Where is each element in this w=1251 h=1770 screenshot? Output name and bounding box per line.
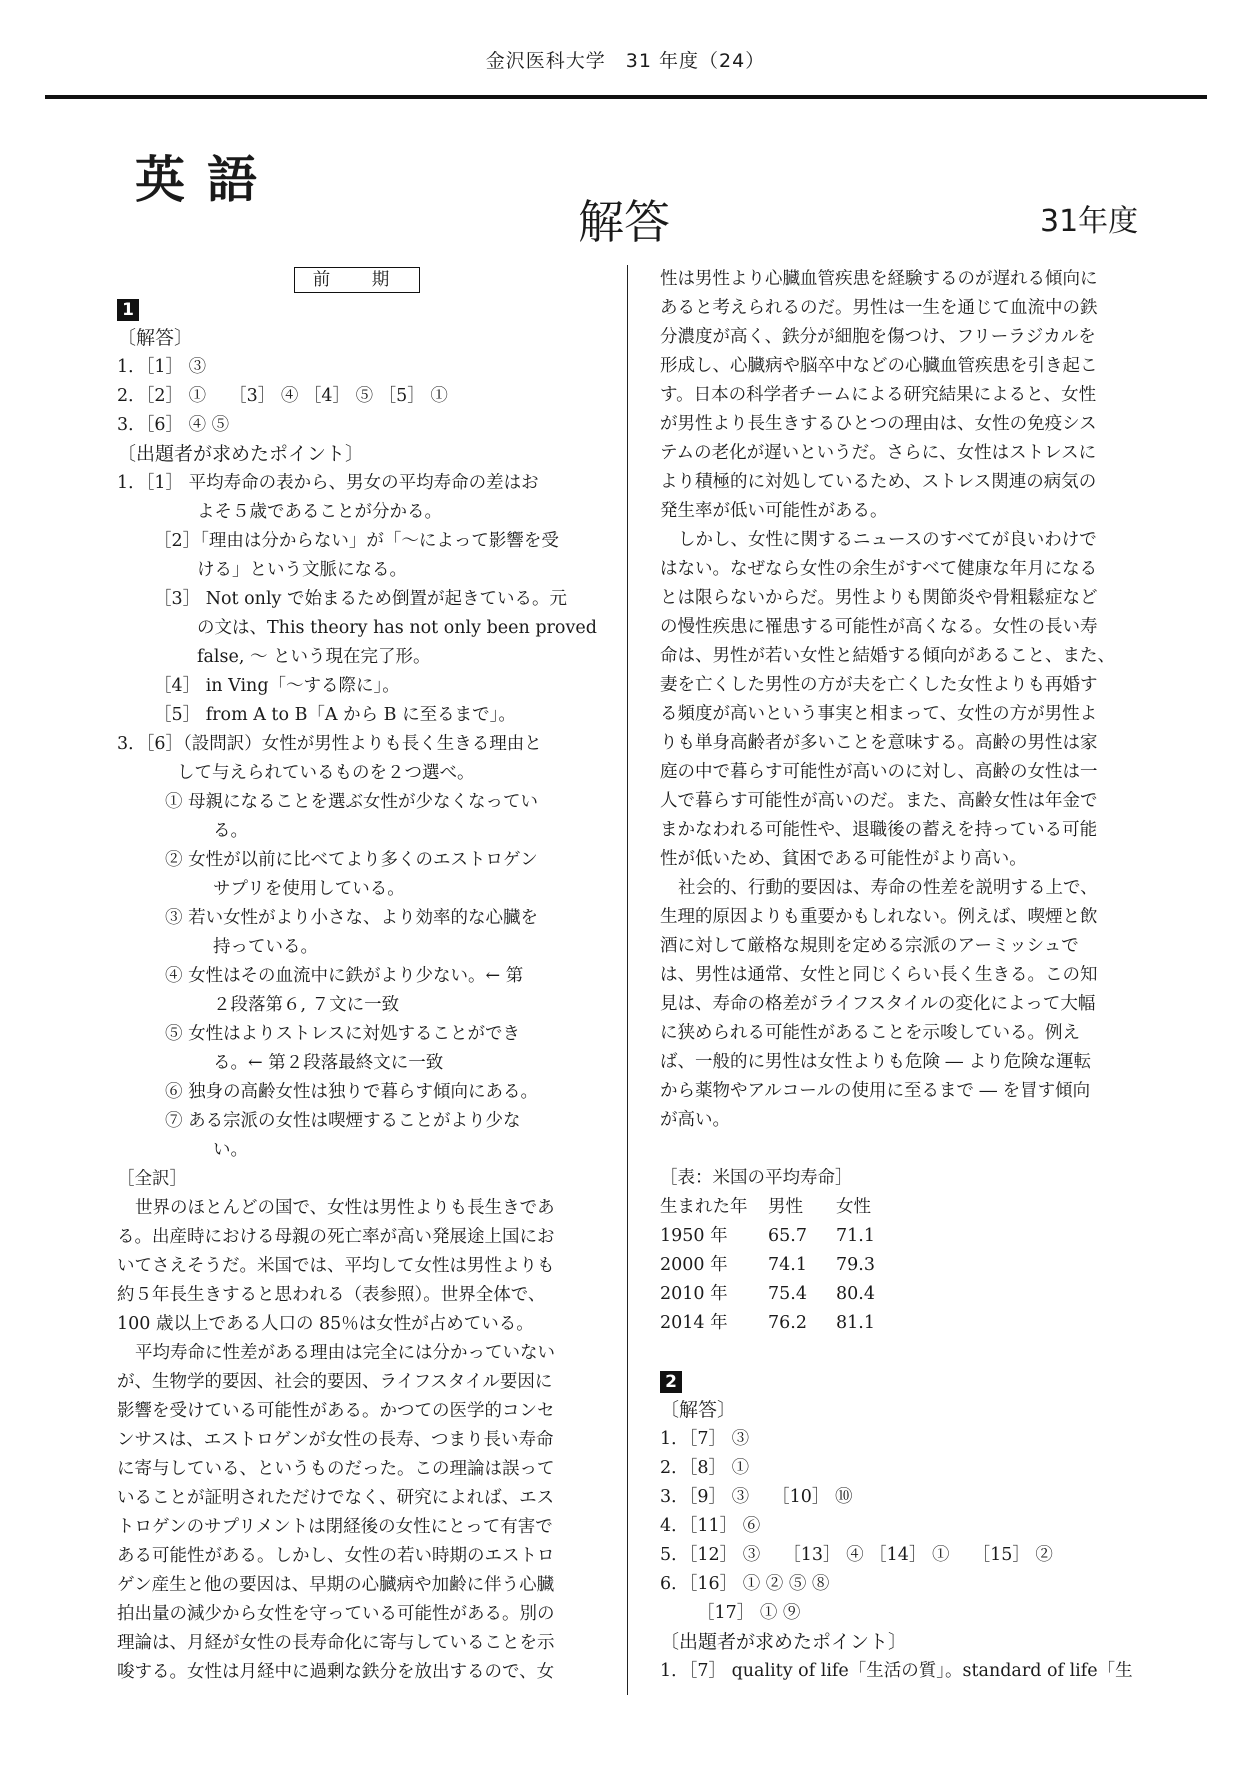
text-line: 100 歳以上である人口の 85％は女性が占めている。: [117, 1314, 534, 1334]
text-line: 拍出量の減少から女性を守っている可能性がある。別の: [117, 1604, 555, 1624]
table-cell: 2000 年: [660, 1255, 728, 1275]
text-line: ［2］「理由は分からない」が「～によって影響を受: [154, 531, 559, 551]
table-cell: 71.1: [836, 1226, 875, 1246]
text-line: 1．［7］ ③: [660, 1429, 750, 1449]
text-line: 6．［16］ ① ② ⑤ ⑧: [660, 1574, 830, 1594]
right-column: [660, 265, 1142, 1686]
text-line: ［4］ in Ving「～する際に」。: [154, 676, 400, 696]
text-line: ゲン産生と他の要因は、早期の心臓病や加齢に伴う心臓: [117, 1575, 555, 1595]
text-line: 性は男性より心臓血管疾患を経験するのが遅れる傾向に: [660, 269, 1098, 289]
table-header-row: [660, 1193, 1142, 1222]
text-line: ［5］ from A to B「A から B に至るまで」。: [154, 705, 516, 725]
table-cell: 2014 年: [660, 1313, 728, 1333]
text-line: す。日本の科学者チームによる研究結果によると、女性: [660, 385, 1097, 405]
table-cell: 80.4: [836, 1284, 875, 1304]
text-line: に寄与している、というものだった。この理論は誤って: [117, 1459, 555, 1479]
left-column: [117, 266, 597, 1687]
text-line: から薬物やアルコールの使用に至るまで ― を冒す傾向: [660, 1081, 1091, 1101]
text-line: 5．［12］ ③ ［13］ ④ ［14］ ① ［15］ ②: [660, 1545, 1053, 1565]
text-line: 3．［9］ ③ ［10］ ⑩: [660, 1487, 853, 1507]
text-line: ける」という文脈になる。: [197, 560, 407, 580]
year-label: 31年度: [1040, 204, 1139, 239]
table-cell: 75.4: [768, 1284, 807, 1304]
table-cell: 2010 年: [660, 1284, 728, 1304]
text-line: より積極的に対処しているため、ストレス関連の病気の: [660, 472, 1097, 492]
text-line: 1．［7］ quality of life「生活の質」。standard of life「生: [660, 1661, 1133, 1681]
text-line: が男性より長生きするひとつの理由は、女性の免疫シス: [660, 414, 1097, 434]
text-line: ⑥ 独身の高齢女性は独りで暮らす傾向にある。: [165, 1082, 539, 1102]
text-line: は、男性は通常、女性と同じくらい長く生きる。この知: [660, 965, 1098, 985]
text-line: 約５年長生きすると思われる（表参照）。世界全体で、: [117, 1285, 546, 1305]
text-line: る。: [213, 821, 248, 841]
text-line: る。← 第２段落最終文に一致: [213, 1053, 444, 1073]
text-line: ② 女性が以前に比べてより多くのエストロゲン: [165, 850, 538, 870]
section-heading: 〔出題者が求めたポイント〕: [117, 443, 365, 465]
table-cell: 女性: [836, 1197, 871, 1217]
text-line: ① 母親になることを選ぶ女性が少なくなってい: [165, 792, 539, 812]
text-line: 世界のほとんどの国で、女性は男性よりも長生きであ: [135, 1198, 555, 1218]
text-line: ［3］ Not only で始まるため倒置が起きている。元: [154, 589, 567, 609]
text-line: が、生物学的要因、社会的要因、ライフスタイル要因に: [117, 1372, 553, 1392]
table-cell: 76.2: [768, 1313, 807, 1333]
text-line: 持っている。: [213, 937, 318, 957]
section-heading: 〔解答〕: [117, 327, 194, 349]
text-line: false, ～ という現在完了形。: [197, 647, 431, 667]
session-label: 前 期: [294, 267, 421, 293]
text-line: ③ 若い女性がより小さな、より効率的な心臓を: [165, 908, 539, 928]
section-number-badge: 1: [117, 299, 139, 321]
text-line: 庭の中で暮らす可能性が高いのに対し、高齢の女性は一: [660, 762, 1098, 782]
table-cell: 79.3: [836, 1255, 875, 1275]
section-row: [117, 295, 597, 324]
text-line: の慢性疾患に罹患する可能性が高くなる。女性の長い寿: [660, 617, 1098, 637]
text-line: 分濃度が高く、鉄分が細胞を傷つけ、フリーラジカルを: [660, 327, 1096, 347]
answers-title: 解答: [578, 195, 670, 249]
text-line: る。出産時における母親の死亡率が高い発展途上国にお: [117, 1227, 555, 1247]
text-line: 4．［11］ ⑥: [660, 1516, 761, 1536]
text-line: 人で暮らす可能性が高いのだ。また、高齢女性は年金で: [660, 791, 1098, 811]
text-line: ある可能性がある。しかし、女性の若い時期のエストロ: [117, 1546, 555, 1566]
text-line: い。: [213, 1140, 248, 1160]
text-line: [660, 1338, 1142, 1367]
text-line: 理論は、月経が女性の長寿命化に寄与していることを示: [117, 1633, 555, 1653]
column-divider: [627, 265, 628, 1695]
running-header: 金沢医科大学 31 年度（24）: [485, 50, 766, 72]
text-line: 1．［1］ ③: [117, 357, 207, 377]
text-line: 妻を亡くした男性の方が夫を亡くした女性よりも再婚す: [660, 675, 1098, 695]
text-line: 3．［6］（設問訳）女性が男性よりも長く生きる理由と: [117, 734, 542, 754]
text-line: ［17］ ① ⑨: [697, 1603, 801, 1623]
table-cell: 男性: [768, 1197, 803, 1217]
text-line: 性が低いため、貧困である可能性がより高い。: [660, 849, 1027, 869]
text-line: ２段落第６, ７文に一致: [213, 995, 400, 1015]
table-row: [660, 1309, 1142, 1338]
text-line: して与えられているものを２つ選べ。: [177, 763, 475, 783]
text-line: る頻度が高いという事実と相まって、女性の方が男性よ: [660, 704, 1098, 724]
text-line: 形成し、心臓病や脳卒中などの心臓血管疾患を引き起こ: [660, 356, 1098, 376]
text-line: 見は、寿命の格差がライフスタイルの変化によって大幅: [660, 994, 1096, 1014]
text-line: いることが証明されただけでなく、研究によれば、エス: [117, 1488, 555, 1508]
text-line: テムの老化が遅いというだ。さらに、女性はストレスに: [660, 443, 1097, 463]
text-line: 3．［6］ ④ ⑤: [117, 415, 230, 435]
text-line: ⑤ 女性はよりストレスに対処することができ: [165, 1024, 521, 1044]
section-row: [660, 1367, 1142, 1396]
text-line: 命は、男性が若い女性と結婚する傾向があること、また、: [660, 646, 1115, 666]
text-line: よそ５歳であることが分かる。: [197, 502, 442, 522]
text-line: サプリを使用している。: [213, 879, 405, 899]
text-line: ⑦ ある宗派の女性は喫煙することがより少な: [165, 1111, 521, 1131]
subject-title: 英語: [135, 151, 279, 209]
text-line: に狭められる可能性があることを示唆している。例え: [660, 1023, 1080, 1043]
text-line: が高い。: [660, 1110, 730, 1130]
text-line: ［全訳］: [117, 1169, 187, 1189]
text-line: [660, 1135, 1142, 1164]
session-row: [117, 266, 597, 295]
table-cell: 1950 年: [660, 1226, 728, 1246]
text-line: まかなわれる可能性や、退職後の蓄えを持っている可能: [660, 820, 1098, 840]
text-line: 2．［8］ ①: [660, 1458, 750, 1478]
section-heading: 〔解答〕: [660, 1399, 737, 1421]
text-line: 酒に対して厳格な規則を定める宗派のアーミッシュで: [660, 936, 1079, 956]
table-row: [660, 1251, 1142, 1280]
table-row: [660, 1280, 1142, 1309]
text-line: ば、一般的に男性は女性よりも危険 ― より危険な運転: [660, 1052, 1092, 1072]
text-line: の文は、This theory has not only been proved: [197, 618, 597, 638]
text-line: 1．［1］ 平均寿命の表から、男女の平均寿命の差はお: [117, 473, 539, 493]
text-line: 社会的、行動的要因は、寿命の性差を説明する上で、: [678, 878, 1098, 898]
table-cell: 74.1: [768, 1255, 807, 1275]
text-line: しかし、女性に関するニュースのすべてが良いわけで: [678, 530, 1097, 550]
text-line: 唆する。女性は月経中に過剰な鉄分を放出するので、女: [117, 1662, 555, 1682]
text-line: 2．［2］ ① ［3］ ④ ［4］ ⑤ ［5］ ①: [117, 386, 448, 406]
table-cell: 65.7: [768, 1226, 807, 1246]
text-line: 発生率が低い可能性がある。: [660, 501, 888, 521]
text-line: とは限らないからだ。男性よりも関節炎や骨粗鬆症など: [660, 588, 1098, 608]
table-row: [660, 1222, 1142, 1251]
text-line: いてさえそうだ。米国では、平均して女性は男性よりも: [117, 1256, 555, 1276]
text-line: トロゲンのサプリメントは閉経後の女性にとって有害で: [117, 1517, 553, 1537]
text-line: ④ 女性はその血流中に鉄がより少ない。← 第: [165, 966, 524, 986]
table-cell: 生まれた年: [660, 1197, 748, 1217]
text-line: りも単身高齢者が多いことを意味する。高齢の男性は家: [660, 733, 1098, 753]
text-line: ンサスは、エストロゲンが女性の長寿、つまり長い寿命: [117, 1430, 554, 1450]
text-line: 生理的原因よりも重要かもしれない。例えば、喫煙と飲: [660, 907, 1098, 927]
text-line: 影響を受けている可能性がある。かつての医学的コンセ: [117, 1401, 555, 1421]
header-rule: [45, 95, 1207, 99]
table-cell: 81.1: [836, 1313, 875, 1333]
text-line: ［表：米国の平均寿命］: [660, 1168, 853, 1188]
text-line: 平均寿命に性差がある理由は完全には分かっていない: [135, 1343, 555, 1363]
text-line: はない。なぜなら女性の余生がすべて健康な年月になる: [660, 559, 1098, 579]
section-heading: 〔出題者が求めたポイント〕: [660, 1631, 908, 1653]
section-number-badge: 2: [660, 1371, 682, 1393]
text-line: あると考えられるのだ。男性は一生を通じて血流中の鉄: [660, 298, 1098, 318]
